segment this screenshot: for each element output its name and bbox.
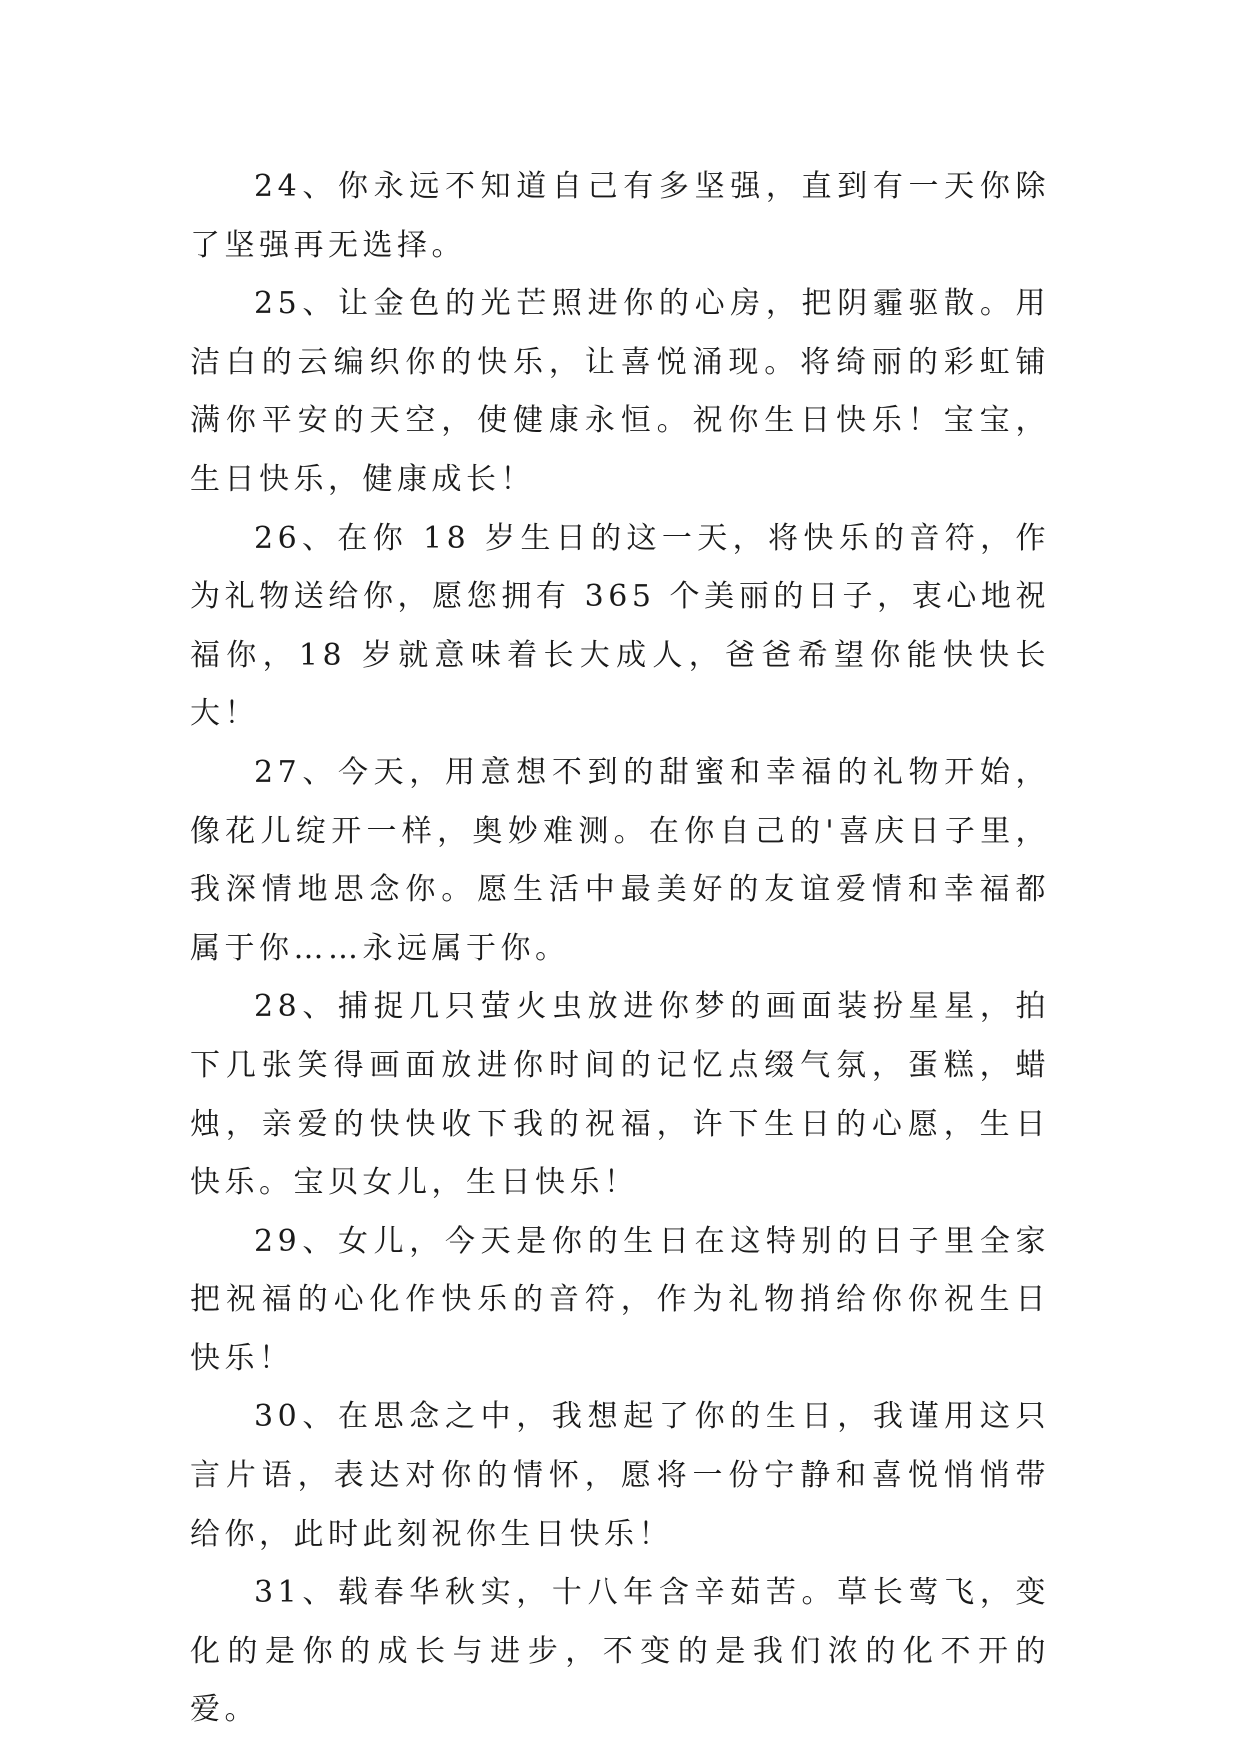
paragraph-31: 31、载春华秋实，十八年含辛茹苦。草长莺飞，变化的是你的成长与进步，不变的是我们浓的化不开的爱。: [190, 1575, 1050, 1728]
paragraph-28: 28、捕捉几只萤火虫放进你梦的画面装扮星星，拍下几张笑得画面放进你时间的记忆点缀气氛，蛋糕，蜡烛，亲爱的快快收下我的祝福，许下生日的心愿，生日快乐。宝贝女儿，生日快乐！: [190, 989, 1050, 1201]
paragraph-30: 30、在思念之中，我想起了你的生日，我谨用这只言片语，表达对你的情怀，愿将一份宁静和喜悦悄悄带给你，此时此刻祝你生日快乐！: [190, 1399, 1050, 1552]
paragraph-24: 24、你永远不知道自己有多坚强，直到有一天你除了坚强再无选择。: [190, 169, 1050, 263]
document-body: [190, 158, 1050, 1740]
paragraph-29: 29、女儿，今天是你的生日在这特别的日子里全家把祝福的心化作快乐的音符，作为礼物捎给你你祝生日快乐！: [190, 1223, 1050, 1376]
paragraph-25: 25、让金色的光芒照进你的心房，把阴霾驱散。用洁白的云编织你的快乐，让喜悦涌现。将绮丽的彩虹铺满你平安的天空，使健康永恒。祝你生日快乐！宝宝，生日快乐，健康成长！: [190, 286, 1050, 497]
paragraph-27: 27、今天，用意想不到的甜蜜和幸福的礼物开始，像花儿绽开一样，奥妙难测。在你自己的'喜庆日子里，我深情地思念你。愿生活中最美好的友谊爱情和幸福都属于你……永远属于你。: [190, 754, 1050, 966]
paragraph-26: 26、在你 18 岁生日的这一天，将快乐的音符，作为礼物送给你，愿您拥有 365 个美丽的日子，衷心地祝福你，18 岁就意味着长大成人，爸爸希望你能快快长大！: [190, 520, 1050, 732]
